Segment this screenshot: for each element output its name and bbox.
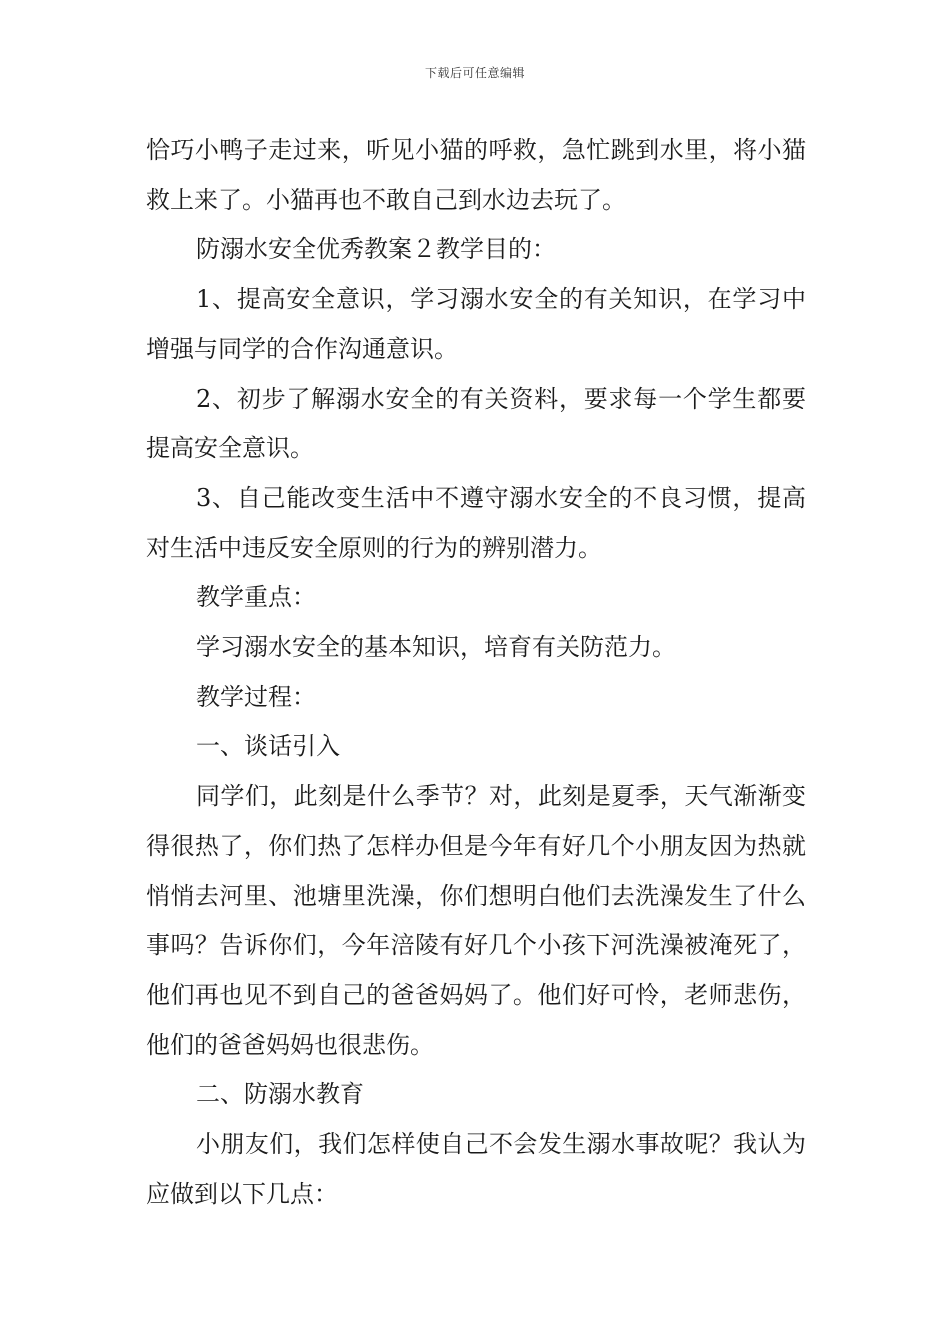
section-heading-education: 二、防溺水教育	[196, 1080, 364, 1109]
document-body	[146, 126, 806, 1219]
paragraph-5: 3、自己能改变生活中不遵守溺水安全的不良习惯，提高对生活中违反安全原则的行为的辨别潜力。	[146, 483, 806, 562]
section-heading-key-points: 教学重点：	[196, 583, 316, 612]
paragraph-12: 小朋友们，我们怎样使自己不会发生溺水事故呢？我认为应做到以下几点：	[146, 1130, 806, 1208]
section-heading-process: 教学过程：	[196, 682, 316, 711]
paragraph-1: 恰巧小鸭子走过来，听见小猫的呼救，急忙跳到水里，将小猫救上来了。小猫再也不敢自己到水边去玩了。	[146, 136, 806, 214]
paragraph-7: 学习溺水安全的基本知识，培育有关防范力。	[196, 633, 676, 662]
page-header: 下载后可任意编辑	[424, 66, 525, 80]
paragraph-10: 同学们，此刻是什么季节？对，此刻是夏季，天气渐渐变得很热了，你们热了怎样办但是今年有好几个小朋友因为热就悄悄去河里、池塘里洗澡，你们想明白他们去洗澡发生了什么事吗？告诉你们，今年涪陵有好几个小孩下河洗澡被淹死了，他们再也见不到自己的爸爸妈妈了。他们好可怜，老师悲伤，他们的爸爸妈妈也很悲伤。	[146, 782, 806, 1059]
paragraph-2: 防溺水安全优秀教案２教学目的：	[196, 235, 556, 264]
paragraph-3: 1、提高安全意识，学习溺水安全的有关知识，在学习中增强与同学的合作沟通意识。	[146, 285, 806, 363]
paragraph-4: 2、初步了解溺水安全的有关资料，要求每一个学生都要提高安全意识。	[146, 384, 806, 463]
section-heading-intro: 一、谈话引入	[196, 732, 340, 761]
